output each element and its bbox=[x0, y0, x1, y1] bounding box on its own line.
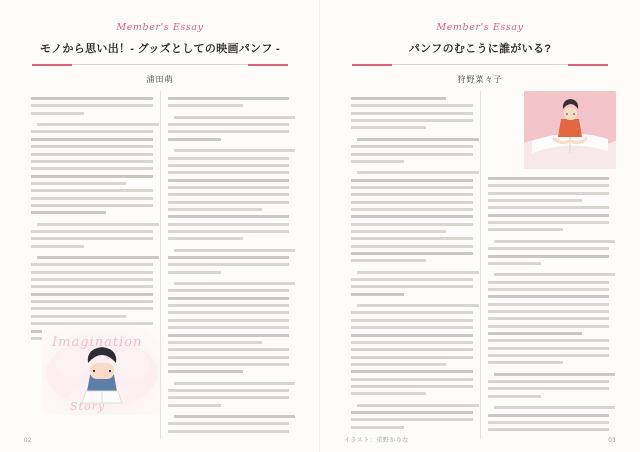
right-column-1 bbox=[344, 91, 480, 439]
text-line bbox=[168, 230, 290, 233]
text-line bbox=[168, 389, 290, 392]
text-line bbox=[31, 204, 153, 207]
text-line bbox=[168, 311, 290, 314]
text-line bbox=[351, 385, 473, 388]
text-line bbox=[351, 97, 446, 100]
text-line bbox=[351, 392, 426, 395]
text-line bbox=[168, 104, 243, 107]
right-headline: パンフのむこうに誰がいる? bbox=[408, 43, 552, 55]
text-line bbox=[31, 245, 84, 248]
text-line bbox=[351, 193, 473, 196]
illustration-script-top: Imagination bbox=[52, 335, 143, 350]
text-line bbox=[31, 315, 126, 318]
text-line bbox=[351, 311, 473, 314]
text-line bbox=[168, 341, 263, 344]
right-column-1-text bbox=[351, 91, 473, 439]
text-line bbox=[168, 289, 290, 292]
text-line bbox=[488, 206, 610, 209]
text-line bbox=[168, 223, 290, 226]
right-footer bbox=[344, 435, 616, 444]
text-line bbox=[31, 138, 153, 141]
left-kicker: Member's Essay bbox=[116, 22, 204, 33]
text-line bbox=[351, 223, 473, 226]
text-line bbox=[488, 361, 563, 364]
illustration-script-bottom: Story bbox=[70, 400, 106, 413]
text-line bbox=[351, 160, 404, 163]
text-line bbox=[488, 177, 610, 180]
text-line bbox=[168, 138, 221, 141]
text-line bbox=[168, 319, 290, 322]
girl-reading-book-illustration bbox=[42, 327, 162, 415]
text-line bbox=[488, 380, 610, 383]
left-headline: モノから思い出！- グッズとしての映画パンフ - bbox=[40, 43, 280, 55]
text-line bbox=[351, 370, 473, 373]
text-line bbox=[37, 123, 159, 126]
text-line bbox=[31, 278, 153, 281]
text-line bbox=[488, 332, 583, 335]
text-line bbox=[488, 303, 610, 306]
text-line bbox=[168, 237, 243, 240]
text-line bbox=[168, 164, 290, 167]
text-line bbox=[351, 153, 473, 156]
text-line bbox=[168, 263, 290, 266]
text-line bbox=[488, 288, 610, 291]
text-line bbox=[488, 347, 610, 350]
text-line bbox=[351, 104, 473, 107]
text-line bbox=[168, 326, 290, 329]
text-line bbox=[168, 256, 290, 259]
right-columns bbox=[344, 91, 616, 439]
left-column-2-text bbox=[168, 91, 290, 439]
right-byline: 狩野菜々子 bbox=[457, 75, 503, 84]
left-rule-accent-start bbox=[32, 64, 72, 66]
text-line bbox=[351, 230, 446, 233]
text-line bbox=[168, 271, 221, 274]
text-line bbox=[31, 307, 153, 310]
text-line bbox=[31, 285, 153, 288]
text-line bbox=[168, 171, 290, 174]
text-line bbox=[488, 221, 610, 224]
text-line bbox=[488, 199, 583, 202]
text-line bbox=[351, 186, 473, 189]
text-line bbox=[494, 373, 616, 376]
text-line bbox=[31, 160, 153, 163]
text-line bbox=[351, 259, 426, 262]
text-line bbox=[168, 130, 290, 133]
text-line bbox=[168, 422, 290, 425]
text-line bbox=[31, 197, 153, 200]
text-line bbox=[351, 245, 473, 248]
text-line bbox=[351, 326, 473, 329]
text-line bbox=[351, 252, 473, 255]
text-line bbox=[351, 145, 473, 148]
text-line bbox=[168, 396, 290, 399]
text-line bbox=[357, 404, 479, 407]
text-line bbox=[174, 249, 296, 252]
left-byline: 浦田萌 bbox=[146, 75, 174, 84]
text-line bbox=[168, 363, 290, 366]
text-line bbox=[37, 256, 159, 259]
text-line bbox=[168, 215, 290, 218]
text-line bbox=[494, 406, 616, 409]
text-line bbox=[494, 240, 616, 243]
text-line bbox=[168, 186, 290, 189]
text-line bbox=[168, 123, 290, 126]
text-line bbox=[488, 228, 563, 231]
text-line bbox=[31, 271, 153, 274]
text-line bbox=[357, 304, 479, 307]
text-line bbox=[351, 179, 473, 182]
text-line bbox=[488, 387, 610, 390]
right-page bbox=[320, 0, 640, 452]
text-line bbox=[488, 247, 610, 250]
text-line bbox=[494, 273, 616, 276]
text-line bbox=[488, 325, 610, 328]
right-column-2 bbox=[480, 91, 617, 439]
text-line bbox=[351, 126, 426, 129]
text-line bbox=[357, 271, 479, 274]
text-line bbox=[31, 167, 153, 170]
text-line bbox=[351, 278, 473, 281]
text-line bbox=[31, 237, 153, 240]
text-line bbox=[488, 317, 610, 320]
text-line bbox=[168, 348, 290, 351]
person-reading-on-pink-book-illustration bbox=[524, 91, 616, 169]
text-line bbox=[351, 356, 473, 359]
text-line bbox=[31, 230, 153, 233]
text-line bbox=[168, 356, 290, 359]
text-line bbox=[31, 153, 153, 156]
text-line bbox=[31, 130, 153, 133]
text-line bbox=[168, 201, 290, 204]
text-line bbox=[174, 149, 296, 152]
left-rule bbox=[24, 58, 296, 70]
text-line bbox=[351, 418, 473, 421]
text-line bbox=[351, 378, 473, 381]
text-line bbox=[488, 428, 610, 431]
text-line bbox=[351, 334, 473, 337]
text-line bbox=[488, 255, 610, 258]
right-rule bbox=[344, 58, 616, 70]
text-line bbox=[351, 119, 473, 122]
text-line bbox=[488, 339, 610, 342]
text-line bbox=[488, 184, 610, 187]
text-line bbox=[488, 354, 610, 357]
text-line bbox=[31, 263, 153, 266]
text-line bbox=[37, 223, 159, 226]
text-line bbox=[174, 116, 296, 119]
text-line bbox=[31, 145, 153, 148]
text-line bbox=[351, 201, 473, 204]
text-line bbox=[31, 300, 153, 303]
text-line bbox=[168, 179, 290, 182]
text-line bbox=[488, 214, 610, 217]
text-line bbox=[174, 382, 296, 385]
right-kicker: Member's Essay bbox=[436, 22, 524, 33]
text-line bbox=[351, 285, 473, 288]
text-line bbox=[351, 363, 446, 366]
text-line bbox=[168, 157, 290, 160]
text-line bbox=[351, 293, 404, 296]
left-rule-accent-end bbox=[248, 64, 288, 66]
text-line bbox=[168, 97, 290, 100]
text-line bbox=[174, 415, 296, 418]
text-line bbox=[351, 426, 404, 429]
text-line bbox=[488, 414, 610, 417]
text-line bbox=[488, 192, 610, 195]
left-columns bbox=[24, 91, 296, 439]
text-line bbox=[31, 211, 106, 214]
right-rule-accent-end bbox=[568, 64, 608, 66]
text-line bbox=[357, 138, 479, 141]
left-column-1 bbox=[24, 91, 160, 439]
text-line bbox=[351, 348, 473, 351]
text-line bbox=[351, 208, 473, 211]
text-line bbox=[168, 404, 221, 407]
text-line bbox=[351, 112, 473, 115]
text-line bbox=[351, 237, 473, 240]
text-line bbox=[488, 281, 610, 284]
left-folio: 02 bbox=[24, 438, 32, 444]
text-line bbox=[31, 175, 153, 178]
text-line bbox=[168, 297, 290, 300]
text-line bbox=[168, 370, 243, 373]
right-folio: 03 bbox=[608, 438, 616, 444]
left-column-2 bbox=[160, 91, 297, 439]
text-line bbox=[31, 104, 153, 107]
text-line bbox=[31, 189, 153, 192]
text-line bbox=[168, 304, 290, 307]
text-line bbox=[357, 171, 479, 174]
left-footer bbox=[24, 438, 296, 444]
text-line bbox=[31, 182, 126, 185]
text-line bbox=[174, 282, 296, 285]
text-line bbox=[31, 322, 153, 325]
text-line bbox=[31, 112, 84, 115]
text-line bbox=[488, 295, 610, 298]
illustration-credit: イラスト：重野かりな bbox=[344, 438, 409, 444]
text-line bbox=[168, 334, 290, 337]
text-line bbox=[488, 395, 541, 398]
text-line bbox=[31, 293, 153, 296]
text-line bbox=[168, 208, 263, 211]
text-line bbox=[351, 341, 473, 344]
text-line bbox=[351, 215, 473, 218]
right-rule-accent-start bbox=[352, 64, 392, 66]
text-line bbox=[488, 421, 610, 424]
text-line bbox=[488, 262, 541, 265]
text-line bbox=[351, 411, 473, 414]
text-line bbox=[168, 430, 290, 433]
text-line bbox=[168, 193, 290, 196]
text-line bbox=[31, 97, 153, 100]
text-line bbox=[351, 319, 473, 322]
text-line bbox=[488, 310, 610, 313]
